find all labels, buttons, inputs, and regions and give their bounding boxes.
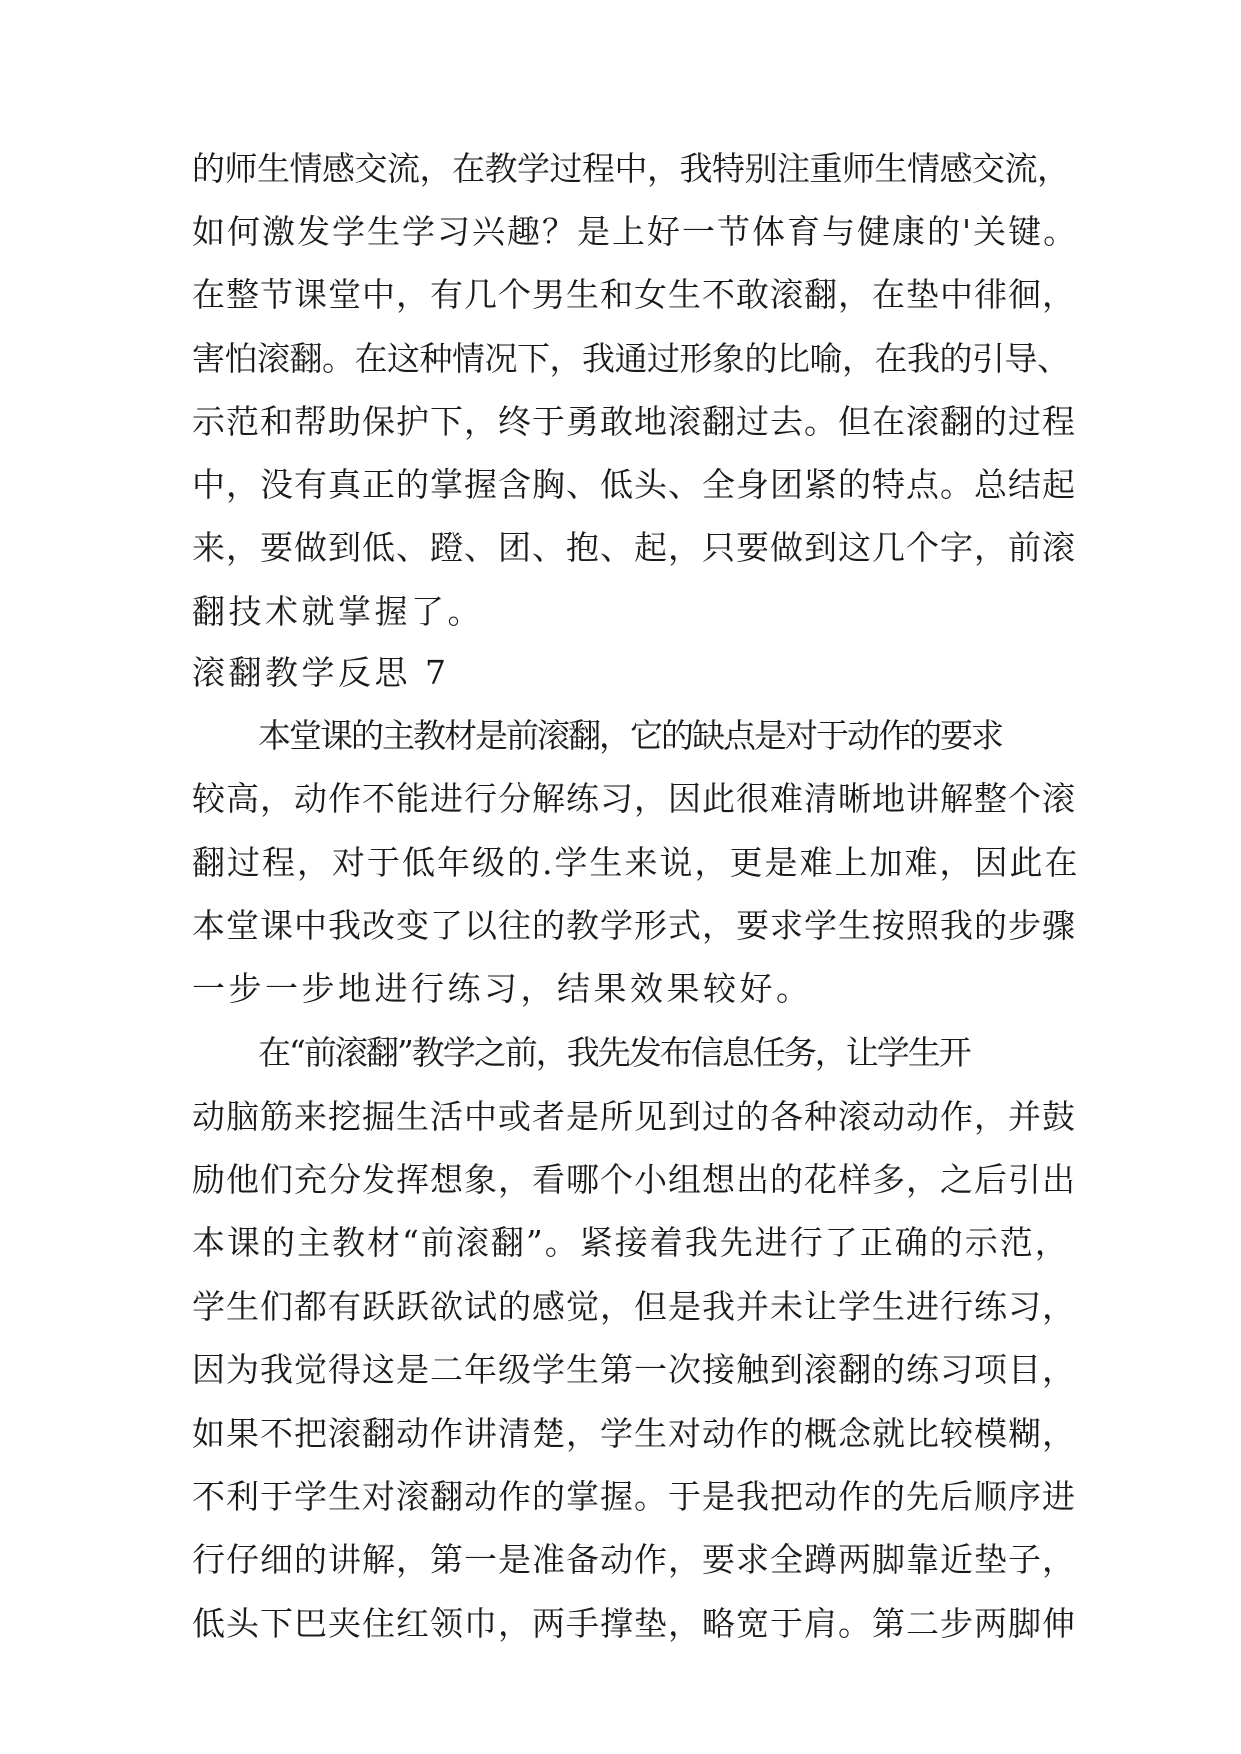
body-text-line: 较高，动作不能进行分解练习，因此很难清晰地讲解整个滚 — [192, 779, 1076, 818]
body-text-line: 本课的主教材“前滚翻”。紧接着我先进行了正确的示范， — [192, 1223, 1070, 1262]
body-text-line: 翻过程，对于低年级的.学生来说，更是难上加难，因此在 — [192, 843, 1080, 882]
body-text-line: 低头下巴夹住红领巾，两手撑垫，略宽于肩。第二步两脚伸 — [192, 1604, 1076, 1643]
body-text-line: 中，没有真正的掌握含胸、低头、全身团紧的特点。总结起 — [192, 465, 1076, 504]
section-heading: 滚翻教学反思 7 — [192, 653, 450, 692]
body-text-line: 励他们充分发挥想象，看哪个小组想出的花样多，之后引出 — [192, 1160, 1076, 1199]
body-text-line: 如何激发学生学习兴趣？是上好一节体育与健康的'关键。 — [192, 212, 1079, 251]
body-text-line: 在整节课堂中，有几个男生和女生不敢滚翻，在垫中徘徊， — [192, 275, 1076, 314]
body-text-line: 本堂课中我改变了以往的教学形式，要求学生按照我的步骤 — [192, 906, 1076, 945]
body-text-line: 因为我觉得这是二年级学生第一次接触到滚翻的练习项目， — [192, 1350, 1076, 1389]
body-text-line: 学生们都有跃跃欲试的感觉，但是我并未让学生进行练习， — [192, 1287, 1076, 1326]
body-text-line: 示范和帮助保护下，终于勇敢地滚翻过去。但在滚翻的过程 — [192, 402, 1076, 441]
body-text-line: 动脑筋来挖掘生活中或者是所见到过的各种滚动动作，并鼓 — [192, 1097, 1076, 1136]
body-text-line: 一步一步地进行练习，结果效果较好。 — [192, 969, 813, 1008]
body-text-line: 害怕滚翻。在这种情况下，我通过形象的比喻，在我的引导、 — [192, 339, 1070, 378]
body-text-line: 不利于学生对滚翻动作的掌握。于是我把动作的先后顺序进 — [192, 1477, 1076, 1516]
body-text-line: 翻技术就掌握了。 — [192, 592, 484, 631]
body-text-line: 来，要做到低、蹬、团、抱、起，只要做到这几个字，前滚 — [192, 528, 1076, 567]
body-text-line: 如果不把滚翻动作讲清楚，学生对动作的概念就比较模糊， — [192, 1414, 1076, 1453]
body-text-line: 在“前滚翻”教学之前，我先发布信息任务，让学生开 — [258, 1033, 970, 1072]
body-text-line: 行仔细的讲解，第一是准备动作，要求全蹲两脚靠近垫子， — [192, 1540, 1076, 1579]
body-text-line: 本堂课的主教材是前滚翻，它的缺点是对于动作的要求 — [258, 716, 1002, 755]
body-text-line: 的师生情感交流，在教学过程中，我特别注重师生情感交流， — [192, 149, 1070, 188]
